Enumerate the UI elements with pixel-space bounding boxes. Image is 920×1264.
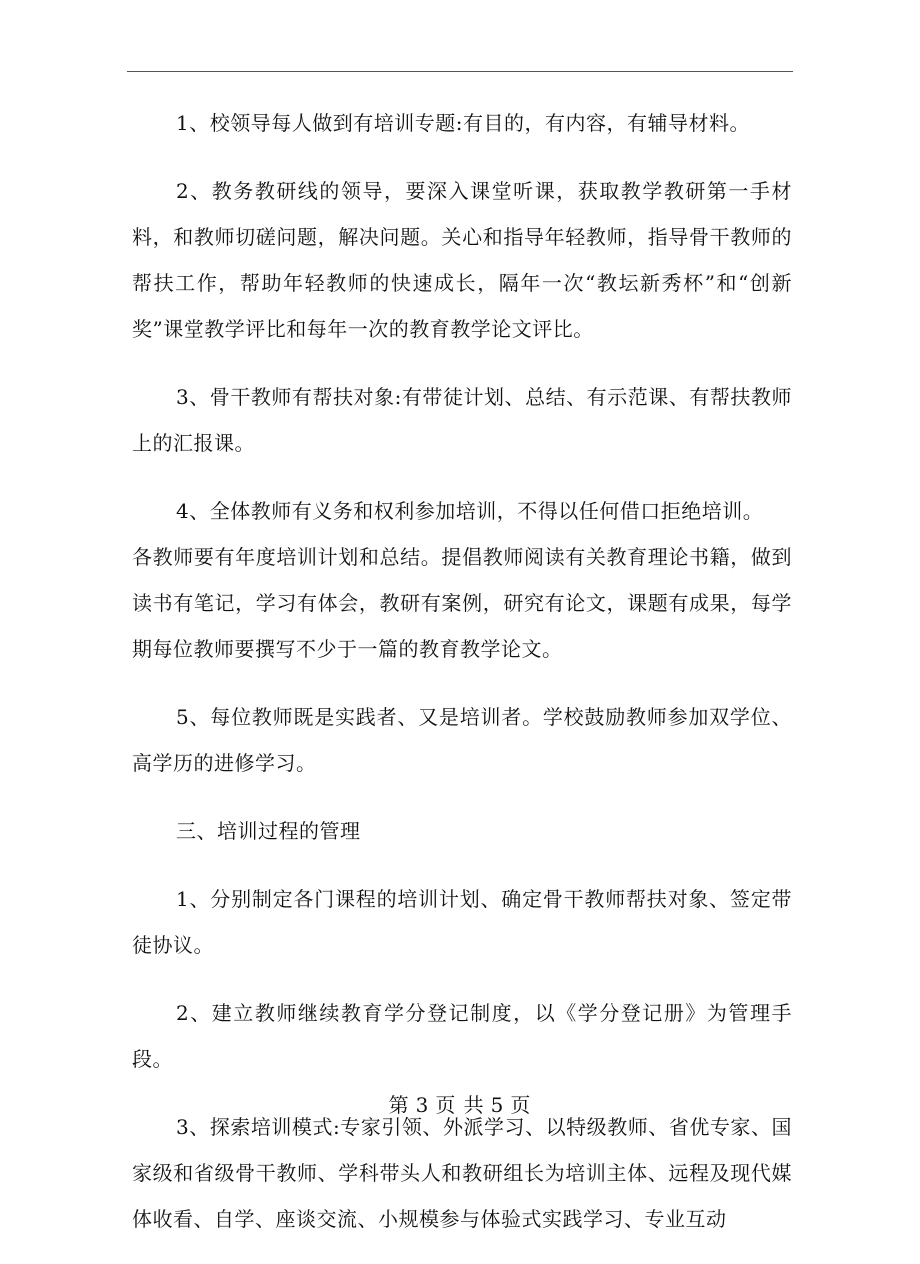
paragraph-6: 1、分别制定各门课程的培训计划、确定骨干教师帮扶对象、签定带徒协议。 — [132, 887, 792, 957]
paragraph-1: 1、校领导每人做到有培训专题:有目的，有内容，有辅导材料。 — [176, 111, 750, 135]
footer-prefix: 第 — [388, 1093, 410, 1117]
footer-mid: 页 共 — [435, 1093, 485, 1117]
paragraph-5: 5、每位教师既是实践者、又是培训者。学校鼓励教师参加双学位、高学历的进修学习。 — [132, 705, 792, 775]
paragraph-8: 3、探索培训模式:专家引领、外派学习、以特级教师、省优专家、国家级和省级骨干教师、学科带头人和教研组长为培训主体、远程及现代媒体收看、自学、座谈交流、小规模参与体验式实践学习、专业互动 — [132, 1115, 792, 1231]
paragraph-4-continued: 各教师要有年度培训计划和总结。提倡教师阅读有关教育理论书籍，做到读书有笔记，学习有体会，教研有案例，研究有论文，课题有成果，每学期每位教师要撰写不少于一篇的教育教学论文。 — [132, 545, 792, 661]
paragraph-2: 2、教务教研线的领导，要深入课堂听课，获取教学教研第一手材料，和教师切磋问题，解决问题。关心和指导年轻教师，指导骨干教师的帮扶工作，帮助年轻教师的快速成长，隔年一次“教坛新秀杯”和“创新奖”课堂教学评比和每年一次的教育教学论文评比。 — [132, 179, 792, 341]
total-pages-number: 5 — [490, 1093, 505, 1117]
page-footer — [0, 1090, 920, 1120]
current-page-number: 3 — [415, 1093, 430, 1117]
paragraph-7: 2、建立教师继续教育学分登记制度，以《学分登记册》为管理手段。 — [132, 1001, 792, 1071]
paragraph-3: 3、骨干教师有帮扶对象:有带徒计划、总结、有示范课、有帮扶教师上的汇报课。 — [132, 385, 792, 455]
paragraph-4: 4、全体教师有义务和权利参加培训，不得以任何借口拒绝培训。 — [176, 499, 764, 523]
section-heading: 三、培训过程的管理 — [176, 819, 361, 843]
footer-suffix: 页 — [510, 1093, 532, 1117]
header-rule — [127, 71, 793, 72]
